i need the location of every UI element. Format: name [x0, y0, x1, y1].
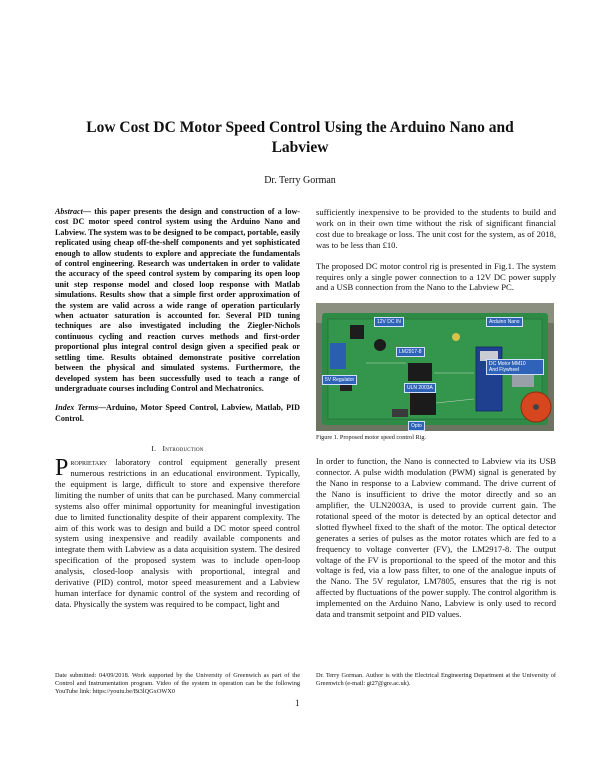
introduction-paragraph — [55, 457, 300, 610]
dc-jack — [350, 325, 364, 339]
first-word: roprietary — [70, 457, 108, 468]
section-number: I. — [151, 444, 157, 454]
page-number: 1 — [295, 698, 300, 708]
label-dc-motor-line2: And Flywheel — [489, 367, 520, 374]
abstract — [55, 207, 300, 394]
introduction-text: laboratory control equipment generally present numerous restrictions in an educational environment. Typically, the equipment is large, difficult to store and expensive therefore limiting the number of units that can be purchased. Many commercial systems also offer minimal opportunity for meaningful investigation due to limited functionality despite of their apparent complexity. The aim of this work was to design and build a DC motor speed control system using inexpensive and readily available components and integrate them with Labview as a data acquisition system. The desired specification of the proposed system was to include open-loop analysis, closed-loop analysis with proportional, integral and derivative (PID) control, motor speed measurement and a Labview human interface for dynamic control of the system and recording of data. Physically the system was required to be compact, light and — [55, 457, 300, 609]
paragraph-proposed-rig: The proposed DC motor control rig is presented in Fig.1. The system requires only a single power connection to a 12V DC power supply and a USB connection from the Nano to the Labview PC. — [316, 260, 556, 293]
label-dc-motor-line1: DC Motor MM10 — [489, 361, 526, 368]
lm2917-chip — [408, 363, 432, 381]
drop-cap: P — [55, 455, 69, 482]
terminal-block — [330, 343, 346, 369]
label-lm2917: LM2917-8 — [396, 347, 425, 357]
label-12v-dc-in: 12V DC IN — [374, 317, 404, 327]
capacitor — [374, 339, 386, 351]
index-terms — [55, 403, 300, 424]
label-5v-regulator: 5V Regulator — [322, 375, 357, 385]
figure-rig-photo — [316, 303, 554, 431]
footnote-author: Dr. Terry Gorman. Author is with the Electrical Engineering Department at the University of Greenwich (e-mail: gt27@gre.ac.uk). — [316, 672, 556, 688]
label-arduino-nano: Arduino Nano — [486, 317, 523, 327]
author-name: Dr. Terry Gorman — [264, 175, 336, 186]
paper-title: Low Cost DC Motor Speed Control Using the Arduino Nano and Labview — [86, 119, 514, 156]
figure-caption: Figure 1. Proposed motor speed control Rig. — [316, 434, 426, 442]
abstract-lead: Abstract — [55, 207, 83, 216]
opto-sensor — [392, 409, 408, 417]
abstract-text: — this paper presents the design and construction of a low-cost DC motor speed control system using the Arduino Nano and Labview. The system was to be designed to be compact, portable, easily replicated using cheap off-the-shelf components and yet sophisticated enough to allow students to explore and appreciate the fundamentals of control engineering. Research was undertaken in order to validate the accuracy of the speed control system by comparing its open loop unit step response model and closed loop response with Matlab simulations. Results show that a simple first order approximation of the system are valid across a wide range of operation particularly when actuator saturation is accounted for. Several PID tuning techniques are also investigated including the Ziegler-Nichols continuous cycling and reaction curves methods and first-order proportional plus integral control design given a specified peak or settling time. Results obtained demonstrate positive correlation between the physical and simulated systems. Furthermore, the developed system has been successfully used to teach a range of undergraduate courses including Control and Mechatronics. — [55, 207, 300, 393]
uln2003a-chip — [410, 391, 436, 415]
paragraph-function: In order to function, the Nano is connected to Labview via its USB connector. A pulse width modulation (PWM) signal is generated by the Nano in response to a Labview command. The drive current of the Nano is insufficient to drive the motor directly and so an amplifier, the ULN2003A, is used to provide current gain. The rotational speed of the motor is detected by an optical detector and slotted flywheel fixed to the shaft of the motor. The optical detector generates a series of pulses as the motor rotates which are fed to a frequency to voltage converter (FV), the LM2917-8. The output voltage of the FV is proportional to the speed of the motor and this voltage is fed, via a low pass filter, to one of the analogue inputs of the Nano. The 5V regulator, LM7805, ensures that the rig is not affected by fluctuations of the power supply. The control algorithm is implemented on the Arduino Nano, Labview is only used to record data and transmit setpoint and PID values. — [316, 456, 556, 620]
label-dc-motor — [486, 359, 544, 375]
paragraph-cost: sufficiently inexpensive to be provided to the students to build and work on in their own time without the risk of significant financial cost due to breakage or loss. The unit cost for the system, as of 2018, was to be less than £10. — [316, 207, 556, 250]
right-column — [316, 207, 556, 620]
label-uln2003a: ULN 2003A — [404, 383, 436, 393]
index-terms-text: —Arduino, Motor Speed Control, Labview, Matlab, PID Control. — [55, 403, 301, 423]
index-terms-lead: Index Terms — [55, 403, 98, 413]
section-heading — [55, 444, 300, 453]
label-opto: Opto — [408, 421, 425, 431]
section-title: Introduction — [162, 444, 204, 454]
left-column — [55, 207, 300, 610]
footnote-submission: Date submitted: 04/09/2018. Work supported by the University of Greenwich as part of the Control and Instrumentation program. Video of the system in operation can be the following YouTube link: https://youtu.be/Bt3lQGxOWX0 — [55, 672, 300, 696]
